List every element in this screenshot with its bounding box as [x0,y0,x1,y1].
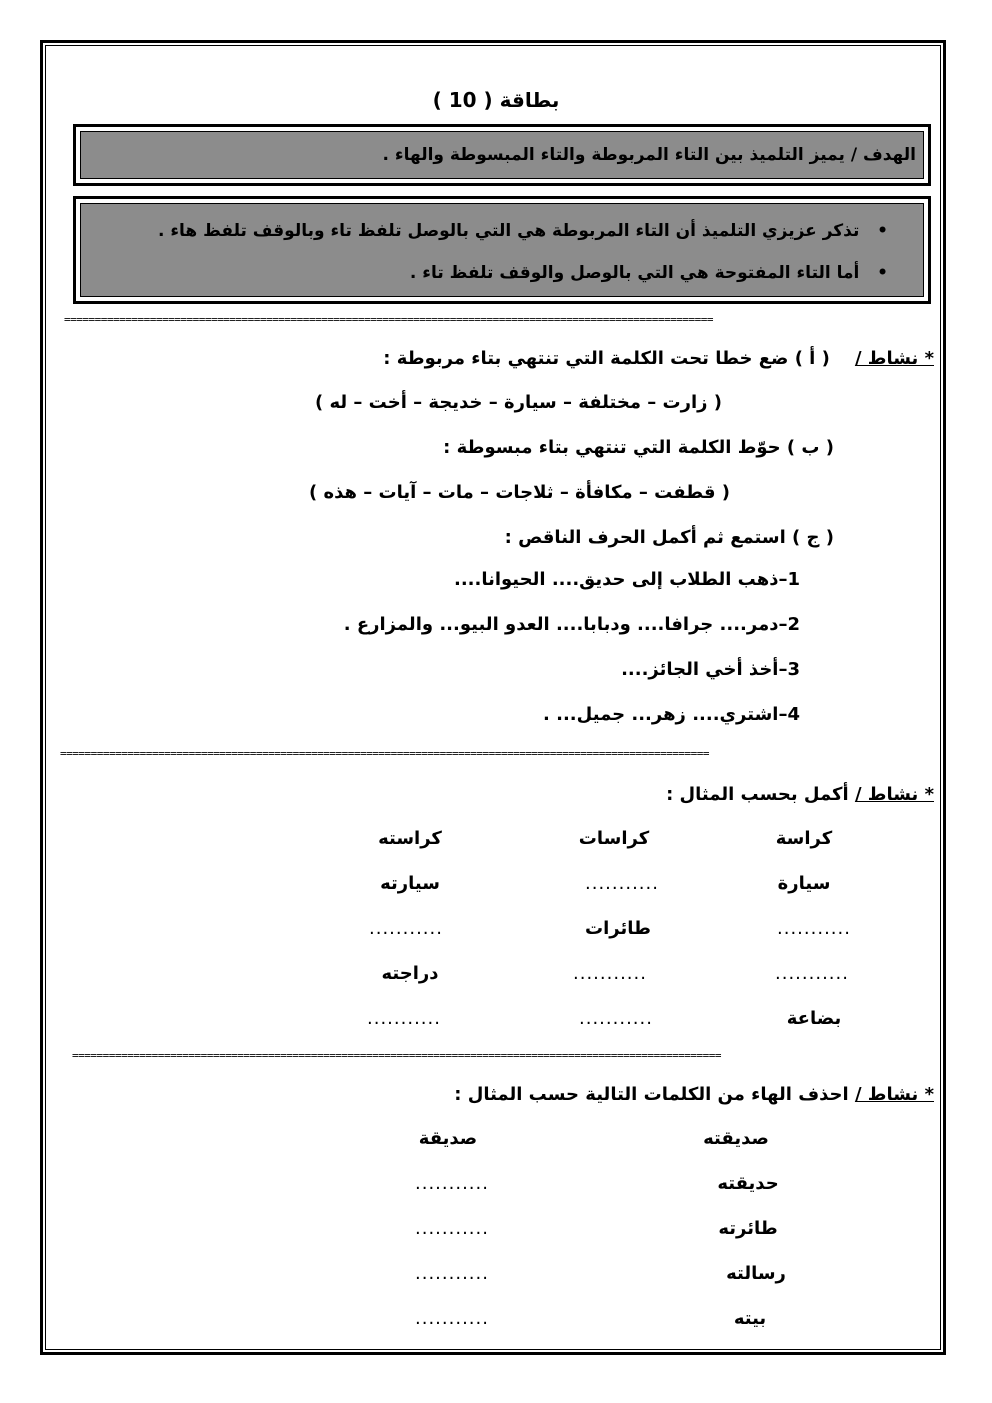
activity1-a-label: ( أ ) ضع خطا تحت الكلمة التي تنتهي بتاء مربوطة : [383,348,830,369]
activity-marker: * نشاط / [854,1084,934,1105]
activity2-heading [666,784,934,805]
blank-cell: ........... [415,1173,489,1194]
blank-cell: ........... [415,1218,489,1239]
table-cell: صديقة [418,1128,478,1149]
table-cell: كراسته [378,828,442,849]
blank-cell: ........... [579,1008,653,1029]
table-cell: سيارته [380,873,440,894]
activity3-label: احذف الهاء من الكلمات التالية حسب المثال : [454,1084,849,1105]
blank-cell: ........... [415,1308,489,1329]
table-cell: بيته [733,1308,767,1329]
activity3-heading [454,1084,934,1105]
table-cell: طائرات [585,918,651,939]
divider: ========================================================================================================== [64,313,713,326]
table-cell: كراسة [775,828,833,849]
listen-item: 3–أخذ أخي الجائز.... [621,659,800,680]
listen-item: 1–ذهب الطلاب إلى حديق.... الحيوانا.... [453,569,800,590]
table-cell: رسالته [726,1263,786,1284]
activity2-label: أكمل بحسب المثال : [666,784,849,805]
card-title: بطاقة ( 10 ) [432,88,560,112]
note-item: • أما التاء المفتوحة هي التي بالوصل والوقف تلفظ تاء . [409,263,888,283]
table-cell: طائرته [718,1218,778,1239]
table-cell: بضاعة [786,1008,842,1029]
blank-cell: ........... [585,873,659,894]
activity1-b-label: ( ب ) حوّط الكلمة التي تنتهي بتاء مبسوطة : [443,437,834,458]
note-item: • تذكر عزيزي التلميذ أن التاء المربوطة هي التي بالوصل تلفظ تاء وبالوقف تلفظ هاء . [157,221,888,241]
table-cell: صديقته [703,1128,769,1149]
blank-cell: ........... [573,963,647,984]
table-cell: كراسات [578,828,650,849]
listen-item: 4–اشتري.... زهر... جميل... . [543,704,800,725]
divider: ========================================================================================================== [72,1049,721,1062]
activity1-heading [383,348,934,369]
activity1-a-words: ( زارت – مختلفة – سيارة – خديجة – أخت – له ) [314,392,722,413]
activity1-b-words: ( قطفت – مكافأة – ثلاجات – مات – آيات – هذه ) [308,482,730,503]
listen-item: 2–دمر.... جرافا.... ودبابا.... العدو البيو... والمزارع . [343,614,800,635]
table-cell: حديقته [717,1173,779,1194]
bullet-icon: • [859,263,888,283]
bullet-icon: • [859,221,888,241]
activity1-c-label: ( ج ) استمع ثم أكمل الحرف الناقص : [504,527,834,548]
goal-text: الهدف / يميز التلميذ بين التاء المربوطة والتاء المبسوطة والهاء . [382,145,916,165]
blank-cell: ........... [775,963,849,984]
table-cell: سيارة [777,873,831,894]
goal-box [73,124,931,186]
activity-marker: * نشاط / [854,784,934,805]
divider: ========================================================================================================== [60,747,709,760]
blank-cell: ........... [367,1008,441,1029]
blank-cell: ........... [415,1263,489,1284]
blank-cell: ........... [777,918,851,939]
table-cell: دراجته [381,963,439,984]
notes-box [73,196,931,304]
activity-marker: * نشاط / [854,348,934,369]
blank-cell: ........... [369,918,443,939]
